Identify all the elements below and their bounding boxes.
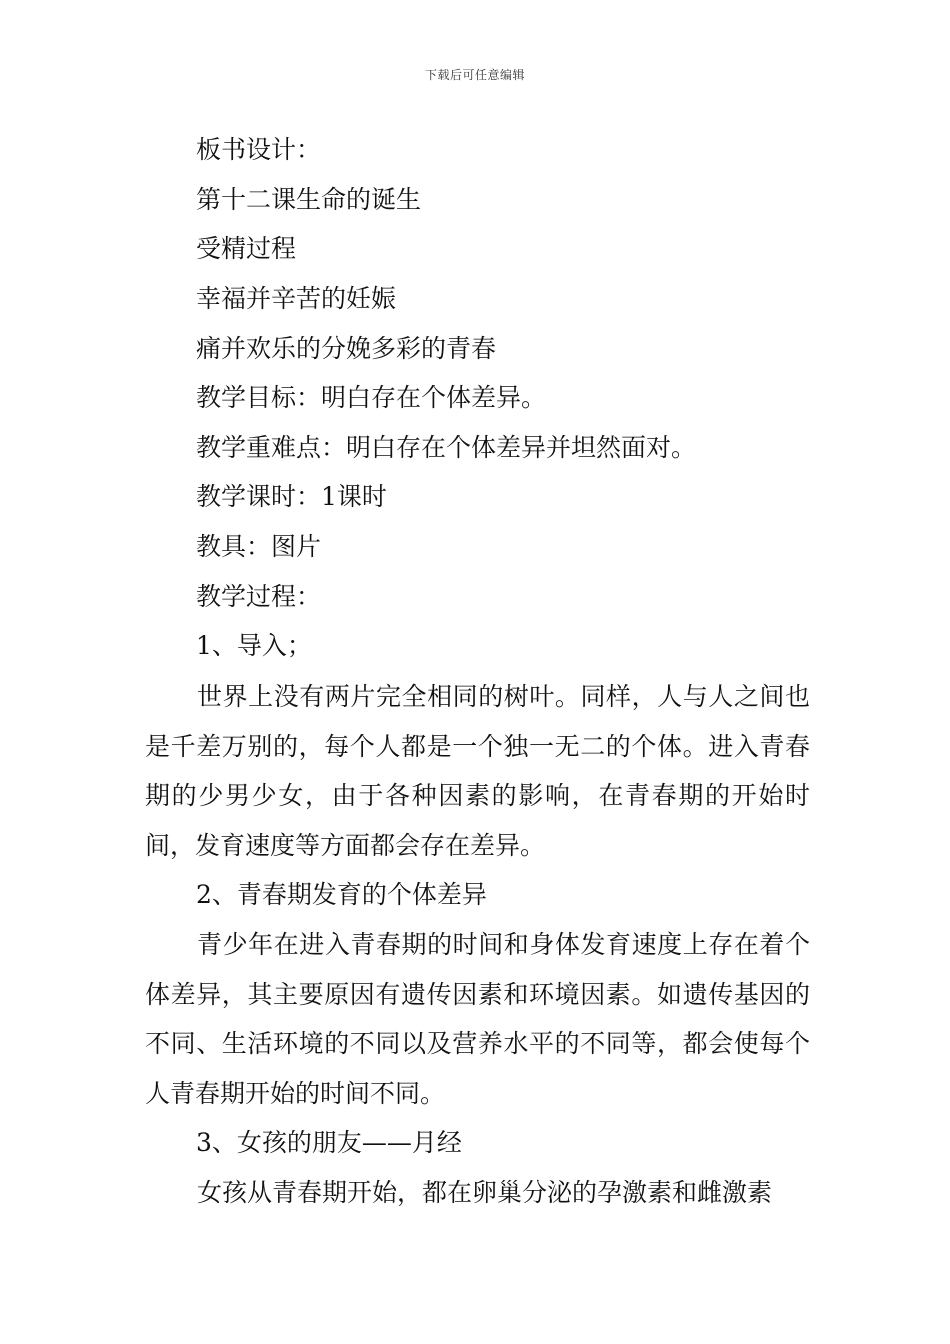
key-points: 教学重难点：明白存在个体差异并坦然面对。 (196, 433, 697, 462)
lesson-title: 第十二课生命的诞生 (196, 185, 422, 214)
teaching-tools: 教具：图片 (196, 532, 322, 561)
teaching-goal: 教学目标：明白存在个体差异。 (196, 383, 547, 412)
class-hours: 教学课时：1课时 (196, 482, 387, 511)
step2-paragraph: 青少年在进入青春期的时间和身体发育速度上存在着个体差异，其主要原因有遗传因素和环境因素。如遗传基因的不同、生活环境的不同以及营养水平的不同等，都会使每个人青春期开始的时间不同。 (145, 930, 810, 1108)
step1-paragraph: 世界上没有两片完全相同的树叶。同样，人与人之间也是千差万别的，每个人都是一个独一无二的个体。进入青春期的少男少女，由于各种因素的影响，在青春期的开始时间，发育速度等方面都会存在差异。 (145, 682, 810, 860)
outline-item: 受精过程 (196, 234, 297, 263)
step3-paragraph: 女孩从青春期开始，都在卵巢分泌的孕激素和雌激素 (197, 1178, 773, 1207)
process-label: 教学过程： (196, 582, 322, 611)
step1-heading: 1、导入； (196, 631, 312, 660)
blackboard-label: 板书设计： (196, 135, 322, 164)
header-note: 下载后可任意编辑 (424, 68, 525, 82)
outline-item: 痛并欢乐的分娩多彩的青春 (196, 334, 497, 363)
step3-heading: 3、女孩的朋友——月经 (196, 1128, 462, 1157)
step2-heading: 2、青春期发育的个体差异 (196, 880, 487, 909)
outline-item: 幸福并辛苦的妊娠 (196, 284, 397, 313)
